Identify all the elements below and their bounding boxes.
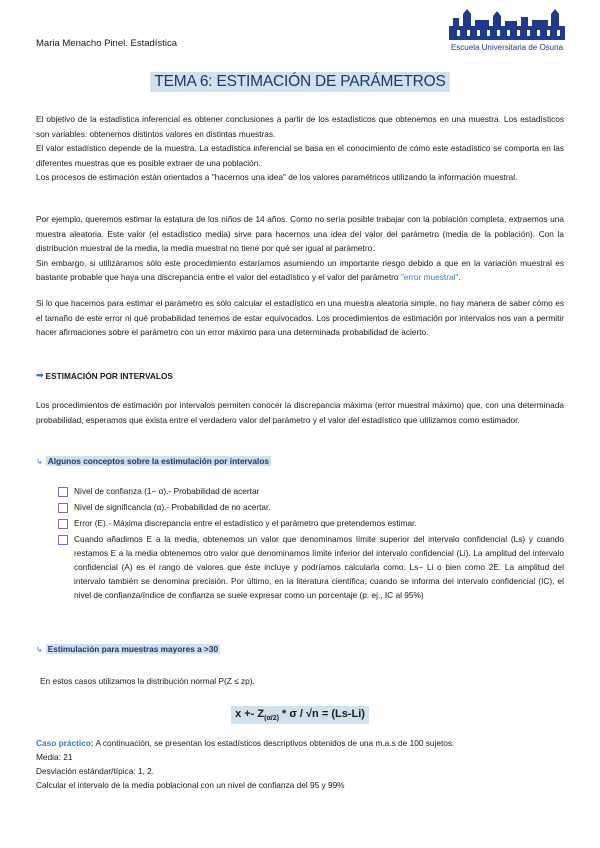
large-samples-text: En estos casos utilizamos la distribución normal P(Z ≤ zp).: [40, 676, 255, 686]
checkbox-icon: [58, 519, 68, 529]
list-item: [58, 532, 564, 602]
university-logo: [443, 8, 571, 52]
intro-paragraph-3: Los procesos de estimación están orientados a "hacernos una idea" de los valores paramétricos utilizando la información muestral.: [36, 172, 518, 182]
arrow-right-icon: ➡: [36, 370, 44, 380]
list-item-text: Error (E).- Máxima discrepancia entre el estadístico y el parámetro que pretendemos estimar.: [74, 518, 417, 528]
hook-arrow-icon: ↳: [36, 456, 43, 466]
list-item: [58, 516, 564, 530]
checkbox-icon: [58, 535, 68, 545]
example-paragraph-1: Por ejemplo, queremos estimar la estatura de los niños de 14 años. Como no sería posible trabajar con la población completa, extraemos una muestra aleatoria. Este valor (el estadístico media) sirve para hacernos una idea del valor del parámetro (media de la población). Con la distribución muestral de la media, la media muestral no tiene por qué ser igual al parámetro.: [36, 214, 564, 253]
intro-paragraph-2: El valor estadístico depende de la muestra. La estadística inferencial se basa en el conocimiento de cómo este estadístico se comporta en las diferentes muestras que es posible extraer de una población.: [36, 143, 564, 168]
case-media: Media: 21: [36, 752, 73, 762]
example-block: [36, 212, 564, 285]
list-item: [58, 484, 564, 498]
case-label: Caso práctico:: [36, 738, 94, 748]
confidence-interval-formula: [231, 706, 369, 724]
list-item-text: Cuando añadimos E a la media, obtenemos un valor que denominamos límite superior del intervalo confidencial (Ls) y cuando restamos E a la media obtenemos otro valor que denominamos límite inferior del intervalo confidencial (Li). La amplitud del intervalo confidencial (A) es el rango de valores que éste incluye y podríamos calcularla como: Ls− Li o bien como 2E. La amplitud del intervalo también se denomina precisión. Por último, en la literatura científica, cuando se informa del intervalo confidencial (IC), el nivel de confianza/índice de confianza se suele expresar como un porcentaje (p. ej., IC al 95%): [74, 534, 564, 600]
case-intro-line: [36, 736, 564, 750]
intro-block: [36, 112, 564, 185]
large-samples-heading-label: Estimulación para muestras mayores a >30: [47, 644, 219, 654]
formula-wrap: [0, 704, 600, 724]
concepts-heading-label: Algunos conceptos sobre la estimulación por intervalos: [47, 456, 270, 466]
example-paragraph-2: [36, 256, 564, 285]
list-item-text: Nivel de confianza (1− α).- Probabilidad de acertar: [74, 486, 260, 496]
concepts-heading: [36, 456, 271, 466]
section-intervals-heading: [36, 370, 173, 381]
example-paragraph-2-end: .: [458, 272, 461, 282]
hook-arrow-icon: ↳: [36, 644, 43, 654]
case-desviacion: Desviación estándar/típica: 1, 2.: [36, 766, 155, 776]
section-intervals-title: ESTIMACIÓN POR INTERVALOS: [45, 370, 173, 381]
error-muestral-highlight: "error muestral": [400, 272, 459, 282]
checkbox-icon: [58, 503, 68, 513]
author-header: Maria Menacho Pinel. Estadística: [36, 38, 177, 49]
intro-paragraph-1: El objetivo de la estadística inferencial es obtener conclusiones a partir de los estadísticos que obtenemos en una muestra. Los estadísticos son variables: obtenemos distintos valores en distintas muestras.: [36, 114, 564, 139]
intervals-block: [36, 398, 564, 427]
case-intro: A continuación, se presentan los estadísticos descriptivos obtenidos de una m.a.s de 100 sujetos.: [95, 738, 455, 748]
checkbox-icon: [58, 487, 68, 497]
list-item-text: Nivel de significancia (α).- Probabilidad de no acertar.: [74, 502, 271, 512]
university-building-icon: [443, 8, 571, 44]
example-paragraph-2-text: Sin embargo, si utilizáramos sólo este procedimiento estaríamos asumiendo un importante riesgo debido a que en la variación muestral es bastante probable que haya una discrepancia entre el valor del estadístico y el valor del parámetro: [36, 257, 564, 282]
page-title: TEMA 6: ESTIMACIÓN DE PARÁMETROS: [150, 72, 449, 92]
method-block: [36, 296, 564, 340]
concepts-list: [58, 484, 564, 604]
case-task: Calcular el intervalo de la media poblacional con un nivel de confianza del 95 y 99%: [36, 780, 345, 790]
logo-caption: Escuela Universitaria de Osuna: [450, 43, 564, 52]
case-block: [36, 736, 564, 792]
large-samples-heading: [36, 644, 220, 654]
list-item: [58, 500, 564, 514]
page-title-wrap: [0, 72, 600, 92]
formula-subscript: (α/2): [264, 715, 279, 723]
method-paragraph: Si lo que hacemos para estimar el parámetro es sólo calcular el estadístico en una muestra aleatoria simple, no hay manera de saber cómo es el tamaño de este error ni qué probabilidad tenemos de estar equivocados. Los procedimientos de estimación por intervalos nos van a permitir hacer afirmaciones sobre el parámetro con un error máximo para una determinada probabilidad de acierto.: [36, 298, 564, 337]
formula-main: x +- Z: [235, 708, 265, 720]
formula-rest: * σ / √n = (Ls-Li): [278, 708, 365, 720]
intervals-paragraph: Los procedimientos de estimación por intervalos permiten conocer la discrepancia máxima (error muestral máximo) que, con una determinada probabilidad, esperamos que exista entre el verdadero valor del parámetro y el valor del estadístico que utilizamos como estimador.: [36, 400, 564, 425]
